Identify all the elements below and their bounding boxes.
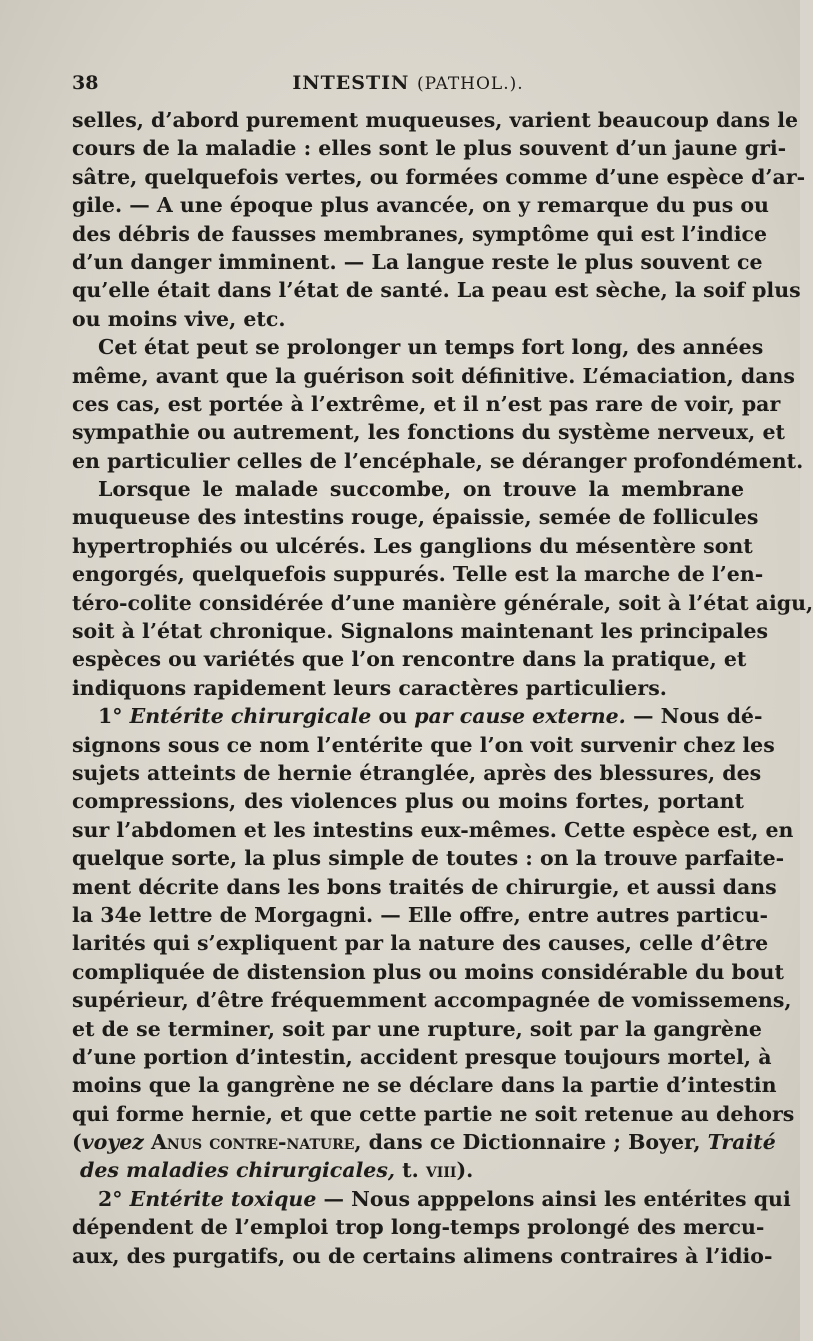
text-run: sympathie ou autrement, les fonctions du système nerveux, et [72, 420, 785, 445]
text-run: muqueuse des intestins rouge, épaissie, semée de follicules [72, 505, 759, 530]
text-run: Entérite toxique [129, 1186, 317, 1211]
text-run: sur l’abdomen et les intestins eux-mêmes. Cette espèce est, en [72, 817, 794, 842]
text-line [72, 645, 747, 673]
text-line [72, 1071, 777, 1099]
text-line [72, 305, 744, 333]
text-run: , dans ce Dictionnaire ; Boyer, [354, 1130, 708, 1155]
text-run: Cet état peut se prolonger un temps fort long, des années [98, 335, 764, 360]
text-line [72, 475, 744, 503]
page-number: 38 [72, 72, 99, 94]
text-line [72, 333, 764, 361]
text-run: signons sous ce nom l’entérite que l’on voit survenir chez les [72, 732, 775, 757]
text-run: sâtre, quelquefois vertes, ou formées comme d’une espèce d’ar- [72, 164, 806, 189]
text-line [72, 816, 794, 844]
text-run: gile. — A une époque plus avancée, on y remarque du pus ou [72, 193, 769, 218]
text-line [72, 362, 795, 390]
text-run: — Nous dé- [625, 704, 763, 729]
text-line [72, 702, 763, 730]
text-run: qu’elle était dans l’état de santé. La peau est sèche, la soif plus [72, 278, 801, 303]
text-run: moins que la gangrène ne se déclare dans la partie d’intestin [72, 1073, 777, 1098]
text-run: ment décrite dans les bons traités de chirurgie, et aussi dans [72, 874, 777, 899]
text-run: hypertrophiés ou ulcérés. Les ganglions du mésentère sont [72, 533, 753, 558]
text-line [72, 560, 764, 588]
text-run: Anus contre-nature [151, 1130, 355, 1155]
text-line [72, 731, 775, 759]
text-run: Traité [707, 1130, 776, 1155]
text-run: viii [425, 1158, 457, 1183]
text-run: larités qui s’expliquent par la nature des causes, celle d’être [72, 931, 769, 956]
page-header [72, 72, 744, 102]
text-line [72, 106, 799, 134]
text-line [72, 787, 744, 815]
text-line [72, 220, 768, 248]
running-head-subtitle: (PATHOL.). [416, 74, 524, 94]
text-line [72, 873, 777, 901]
text-run: t. [395, 1158, 426, 1183]
text-line [72, 248, 763, 276]
text-run: voyez [81, 1130, 144, 1155]
text-run: 1° [98, 704, 130, 729]
body-text [72, 106, 813, 1270]
running-head-title: INTESTIN [292, 72, 410, 94]
text-line [72, 191, 769, 219]
text-line [72, 844, 785, 872]
text-run: ces cas, est portée à l’extrême, et il n’est pas rare de voir, par [72, 391, 781, 416]
text-run: indiquons rapidement leurs caractères particuliers. [72, 675, 667, 700]
text-run: engorgés, quelquefois suppurés. Telle est la marche de l’en- [72, 562, 764, 587]
text-line [72, 447, 804, 475]
text-line [72, 1242, 773, 1270]
text-run: ou [371, 704, 415, 729]
text-run: même, avant que la guérison soit définitive. L’émaciation, dans [72, 363, 795, 388]
text-run: des maladies chirurgicales, [80, 1158, 396, 1183]
text-run: supérieur, d’être fréquemment accompagnée de vomissemens, [72, 988, 792, 1013]
text-run: qui forme hernie, et que cette partie ne soit retenue au dehors [72, 1101, 795, 1126]
text-run: ( [72, 1130, 82, 1155]
text-run: selles, d’abord purement muqueuses, varient beaucoup dans le [72, 108, 799, 132]
text-line [72, 1156, 744, 1184]
text-line [72, 986, 792, 1014]
text-run: et de se terminer, soit par une rupture, soit par la gangrène [72, 1016, 762, 1041]
text-run: 2° [98, 1186, 130, 1211]
text-line [72, 674, 744, 702]
text-line [72, 163, 806, 191]
text-run: — Nous apppelons ainsi les entérites qui [316, 1186, 791, 1211]
text-line [72, 1213, 765, 1241]
text-run: téro-colite considérée d’une manière générale, soit à l’état aigu, [72, 590, 813, 615]
text-run: en particulier celles de l’encéphale, se déranger profondément. [72, 448, 804, 473]
text-run: d’un danger imminent. — La langue reste le plus souvent ce [72, 249, 763, 274]
running-head [72, 72, 744, 94]
text-run: d’une portion d’intestin, accident presque toujours mortel, à [72, 1044, 772, 1069]
text-run: espèces ou variétés que l’on rencontre dans la pratique, et [72, 647, 747, 672]
text-line [72, 532, 753, 560]
text-line [72, 901, 769, 929]
text-line [72, 503, 759, 531]
text-run: Entérite chirurgicale [129, 704, 372, 729]
text-run [144, 1130, 151, 1154]
text-line [72, 1015, 762, 1043]
text-line [72, 1043, 772, 1071]
text-line [72, 759, 762, 787]
text-run: ). [456, 1158, 474, 1183]
text-run: aux, des purgatifs, ou de certains alimens contraires à l’idio- [72, 1243, 773, 1268]
text-line [72, 390, 781, 418]
text-line [72, 418, 785, 446]
text-run: compliquée de distension plus ou moins considérable du bout [72, 959, 784, 984]
text-run: par cause externe. [414, 704, 626, 729]
text-line [72, 1128, 776, 1156]
text-line [72, 929, 769, 957]
text-line [72, 276, 801, 304]
text-line [72, 617, 769, 645]
text-line [72, 1100, 795, 1128]
text-run: soit à l’état chronique. Signalons maintenant les principales [72, 619, 769, 644]
text-run: Lorsque le malade succombe, on trouve la membrane [98, 477, 744, 502]
text-run: des débris de fausses membranes, symptôme qui est l’indice [72, 221, 768, 246]
text-line [72, 1185, 791, 1213]
text-run: cours de la maladie : elles sont le plus souvent d’un jaune gri- [72, 136, 787, 161]
text-line [72, 134, 787, 162]
text-run: quelque sorte, la plus simple de toutes : on la trouve parfaite- [72, 846, 785, 871]
text-run: sujets atteints de hernie étranglée, après des blessures, des [72, 760, 762, 785]
text-line [72, 589, 813, 617]
text-run: ou moins vive, etc. [72, 306, 286, 331]
text-line [72, 958, 784, 986]
text-run: dépendent de l’emploi trop long-temps prolongé des mercu- [72, 1215, 765, 1240]
text-run: la 34e lettre de Morgagni. — Elle offre, entre autres particu- [72, 902, 769, 927]
text-run: compressions, des violences plus ou moins fortes, portant [72, 789, 744, 814]
